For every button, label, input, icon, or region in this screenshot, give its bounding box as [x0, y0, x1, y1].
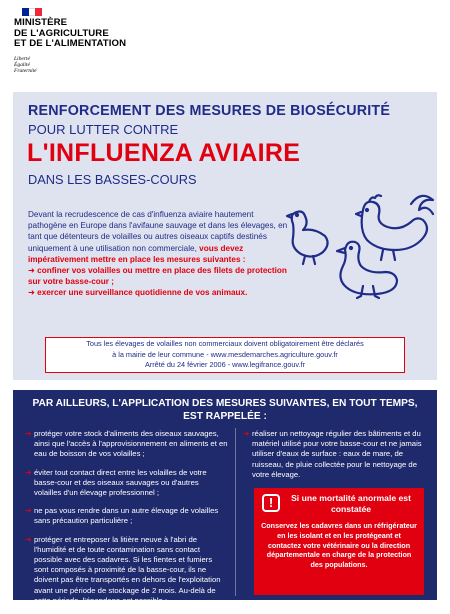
alert-body: Conservez les cadavres dans un réfrigérateur en les isolant et en les protégeant et contactez votre vétérinaire ou la direction départementale en charge de la protection des populations. — [261, 521, 417, 570]
mortality-alert-box — [254, 488, 424, 595]
marianne-flag-logo — [22, 8, 42, 16]
arrow-icon: ➜ — [25, 467, 32, 477]
ministry-header — [0, 0, 450, 95]
arrow-icon: ➜ — [243, 429, 250, 438]
declaration-line: Tous les élevages de volailles non commerciaux doivent obligatoirement être déclarés — [86, 339, 364, 348]
declaration-notice-box — [45, 337, 405, 373]
ministry-name: MINISTÈRE DE L'AGRICULTURE ET DE L'ALIMENTATION — [14, 17, 127, 49]
arrow-icon: ➜ — [28, 266, 38, 276]
arrow-icon: ➜ — [25, 429, 32, 438]
arrow-icon: ➜ — [25, 534, 32, 544]
arrow-icon: ➜ — [25, 506, 32, 516]
intro-bullet: ➜ exercer une surveillance quotidienne de vos animaux. — [28, 288, 248, 298]
arrow-icon: ➜ — [28, 288, 38, 298]
measures-section — [13, 390, 437, 605]
warning-icon: ! — [262, 494, 280, 512]
measure-item: ➜ ne pas vous rendre dans un autre élevage de volailles sans précaution particulière ; — [25, 506, 219, 526]
rooster-icon — [356, 195, 433, 260]
column-divider — [235, 428, 236, 596]
decree-line: Arrêté du 24 février 2006 - www.legifrance.gouv.fr — [144, 360, 306, 369]
measures-heading: PAR AILLEURS, L'APPLICATION DES MESURES SUIVANTES, EN TOUT TEMPS, EST RAPPELÉE : — [32, 398, 418, 422]
alert-heading: Si une mortalité anormale est constatée — [291, 493, 411, 514]
intro-paragraph — [28, 209, 288, 299]
title-line-4: DANS LES BASSES-COURS — [28, 172, 197, 187]
measure-item: ➜ éviter tout contact direct entre les volailles de votre basse-cour et des oiseaux sauvages ou d'autres volailles d'un élevage professionnel ; — [25, 467, 207, 498]
title-influenza: L'INFLUENZA AVIAIRE — [27, 139, 301, 167]
intro-text: Devant la recrudescence de cas d'influenza aviaire hautement pathogène en Europe dans l'avifaune sauvage et dans les élevages, en tant que détenteurs de volailles ou autres oiseaux captifs destinés uniquement à une utilisation non commerciale, — [28, 210, 288, 253]
measure-item: ➜ réaliser un nettoyage régulier des bâtiments et du matériel utilisé pour votre basse-cour et ne jamais utiliser d'eaux de surface : eaux de mare, de ruisseau, de pluie collectée pour le nettoyage de votre élevage. — [243, 429, 422, 479]
republic-motto: Liberté Égalité Fraternité — [14, 56, 37, 75]
measures-left-column — [25, 429, 228, 614]
intro-bullet: ➜ confiner vos volailles ou mettre en place des filets de protection sur votre basse-cour ; — [28, 266, 287, 287]
declaration-link-line: à la mairie de leur commune - www.mesdemarches.agriculture.gouv.fr — [112, 349, 338, 359]
measures-right-column — [243, 429, 428, 488]
intro-emphasis: vous devez impérativement mettre en place les mesures suivantes : — [28, 243, 246, 264]
poultry-illustration — [283, 184, 443, 314]
measure-item: ➜ protéger et entreposer la litière neuve à l'abri de l'humidité et de toute contamination sans contact possible avec des cadavres. Si les fientes et fumiers sont composés à proximité de la basse-cour, ils ne doivent pas être transportés en dehors de l'exploitation avant une période de stockage de 2 mois. Au-delà de cette période, l'épandage est possible ; — [25, 534, 221, 605]
measure-item: ➜ protéger votre stock d'aliments des oiseaux sauvages, ainsi que l'accès à l'approvisionnement en aliments et en eau de boisson de vos volailles ; — [25, 429, 228, 459]
title-line-1: RENFORCEMENT DES MESURES DE BIOSÉCURITÉ — [28, 103, 391, 119]
title-line-2: POUR LUTTER CONTRE — [28, 122, 179, 137]
hen-icon — [287, 212, 328, 265]
